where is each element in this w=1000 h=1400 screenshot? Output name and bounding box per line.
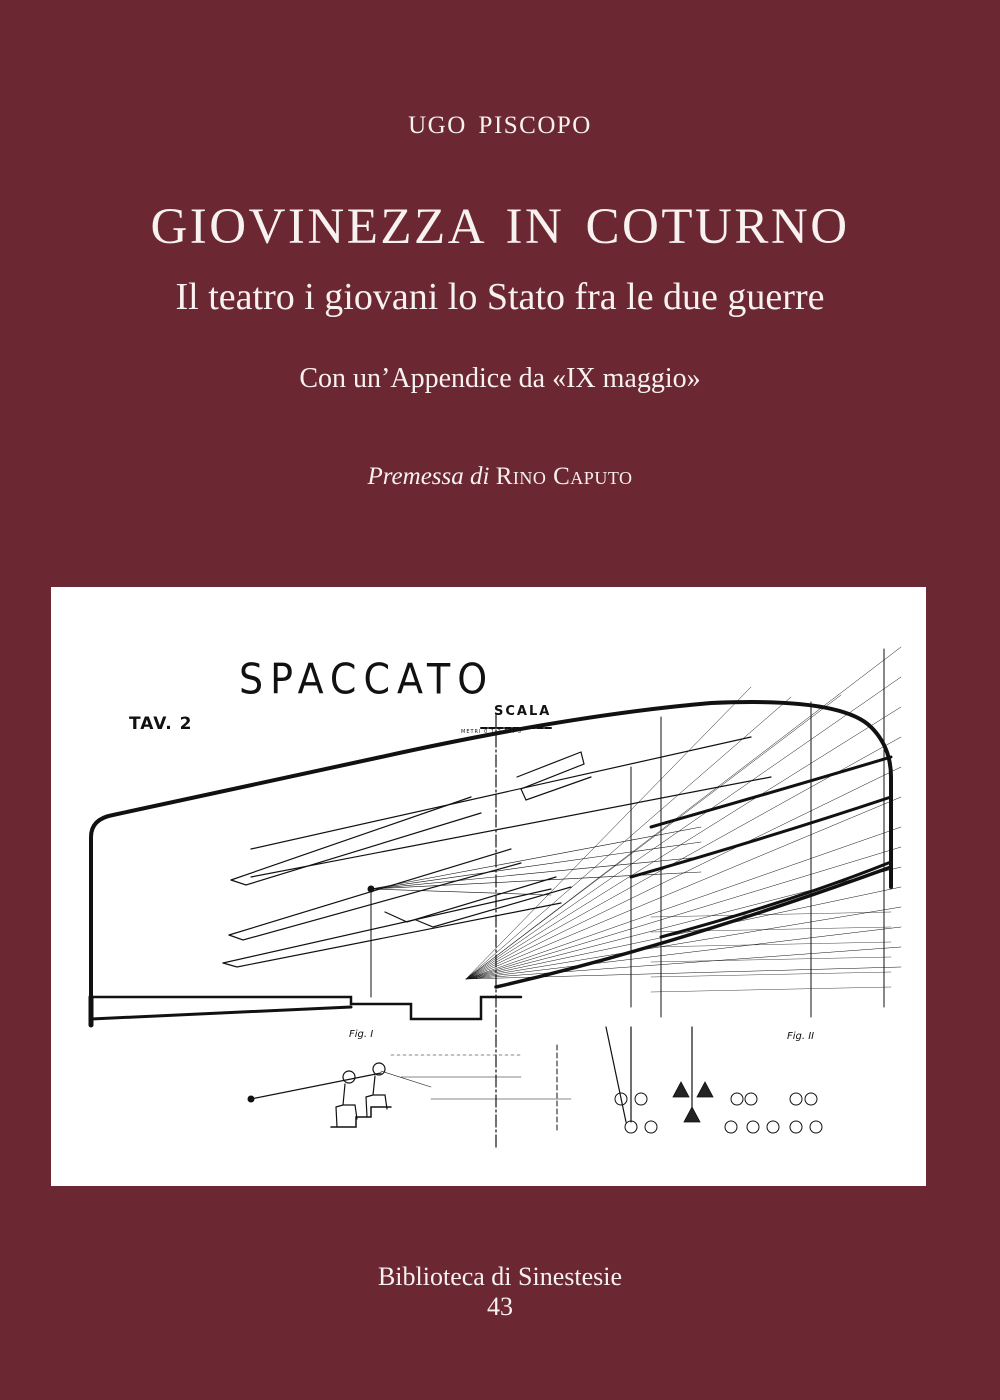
- scale-label: SCALA: [494, 704, 552, 719]
- cover-illustration: [51, 587, 926, 1186]
- drawing-heading: SPACCATO: [239, 654, 495, 704]
- book-title: GIOVINEZZA IN COTURNO: [150, 199, 850, 255]
- author-name: UGO PISCOPO: [408, 112, 592, 139]
- plate-number: TAV. 2: [129, 714, 193, 734]
- figure-1-label: Fig. I: [349, 1029, 374, 1040]
- figure-2-label: Fig. II: [787, 1031, 815, 1042]
- preface-author: Rino Caputo: [495, 463, 633, 490]
- scale-units: METRI 0 1 2 3 4 5: [461, 729, 523, 735]
- preface-credit: [0, 463, 1000, 491]
- series-name: Biblioteca di Sinestesie: [377, 1262, 623, 1291]
- preface-prefix: Premessa di: [367, 463, 490, 490]
- book-subtitle: Il teatro i giovani lo Stato fra le due guerre: [175, 276, 825, 318]
- appendix-note: Con un’Appendice da «IX maggio»: [299, 363, 701, 394]
- series-number: 43: [487, 1292, 513, 1321]
